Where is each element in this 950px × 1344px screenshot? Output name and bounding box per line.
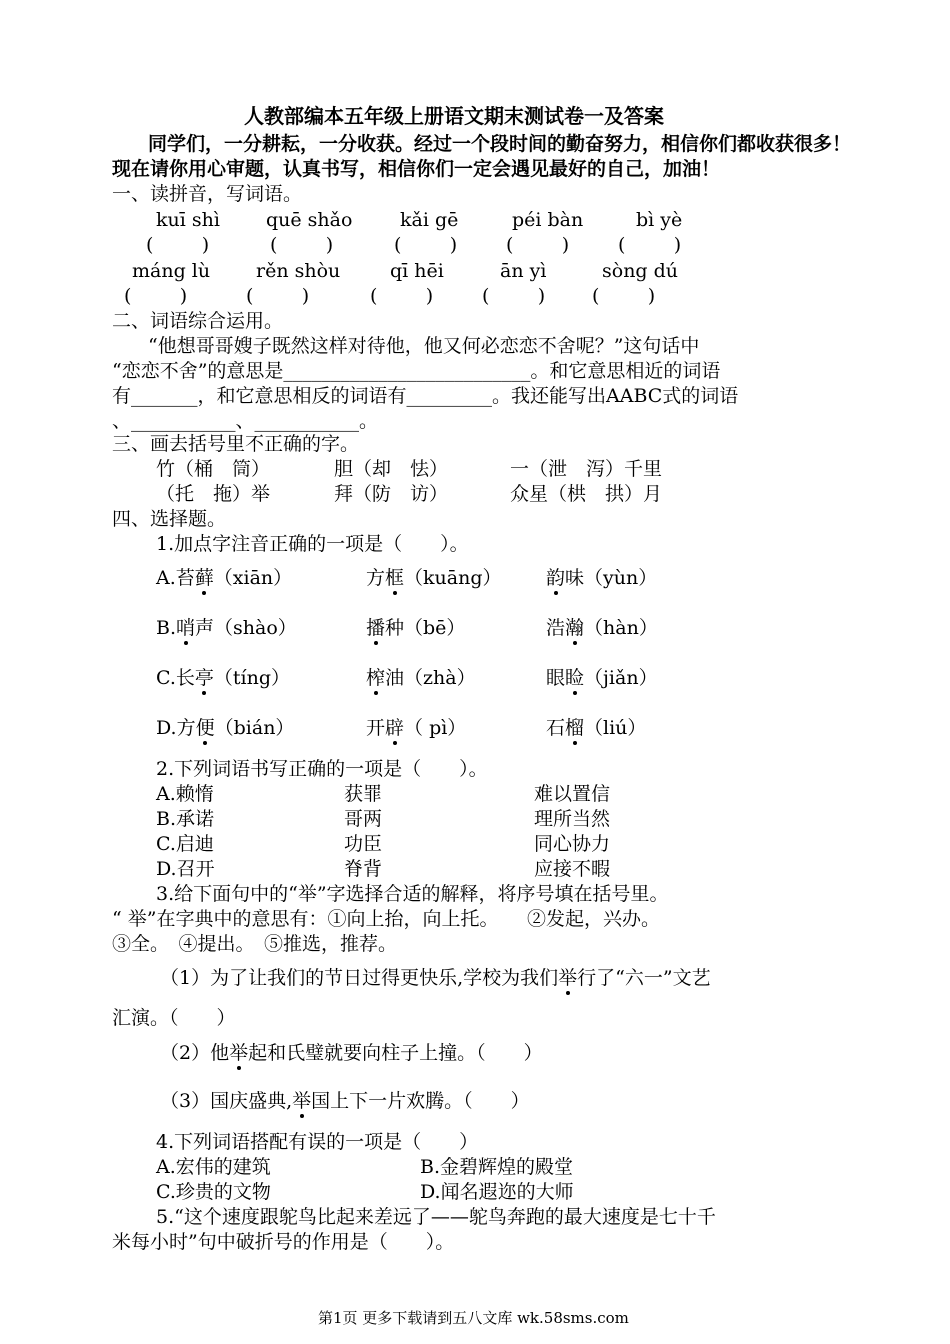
q2-option-d[interactable]: D.召开	[156, 858, 215, 880]
answer-paren[interactable]: ( )	[618, 234, 682, 256]
q1-option[interactable]: 方框（kuāng）	[366, 567, 502, 589]
dotted-char: 睑	[565, 667, 585, 689]
s3-item[interactable]: 竹（桶 筒）	[156, 458, 271, 480]
q2-word: 脊背	[344, 858, 383, 880]
pinyin-3: kǎi gē	[400, 209, 459, 231]
pinyin-5: bì yè	[636, 209, 683, 231]
q4-option-b[interactable]: B.金碧辉煌的殿堂	[420, 1156, 574, 1178]
page-title: 人教部编本五年级上册语文期末测试卷一及答案	[244, 104, 664, 128]
q1-option[interactable]: 榨油（zhà）	[366, 667, 476, 689]
q1-option[interactable]: C.长亭（tíng）	[156, 667, 291, 689]
dotted-char: 框	[385, 567, 405, 589]
q4-option-c[interactable]: C.珍贵的文物	[156, 1181, 271, 1203]
q3-stem: 3.给下面句中的“举”字选择合适的解释，将序号填在括号里。	[156, 883, 669, 905]
answer-paren[interactable]: ( )	[270, 234, 334, 256]
pinyin-4: péi bàn	[512, 209, 584, 231]
dotted-char: 榨	[366, 667, 386, 689]
q2-word: 应接不暇	[534, 858, 611, 880]
pinyin-9: ān yì	[500, 260, 547, 282]
q1-option[interactable]: 浩瀚（hàn）	[546, 617, 658, 639]
q2-word: 哥两	[344, 808, 383, 830]
pinyin-6: máng lù	[132, 260, 211, 282]
dotted-char: 举	[292, 1090, 312, 1112]
q3-sentence-3[interactable]: （3）国庆盛典,举国上下一片欢腾。（ ）	[160, 1090, 530, 1112]
s3-item[interactable]: 一（泄 泻）千里	[510, 458, 663, 480]
s3-item[interactable]: （托 拖）举	[156, 483, 271, 505]
q1-option[interactable]: 石榴（liú）	[546, 717, 647, 739]
dotted-char: 哨	[176, 617, 196, 639]
q1-option[interactable]: 韵味（yùn）	[546, 567, 658, 589]
dotted-char: 举	[558, 967, 578, 989]
q1-option[interactable]: 开辟（ pì）	[366, 717, 467, 739]
dotted-char: 瀚	[565, 617, 585, 639]
answer-paren[interactable]: ( )	[146, 234, 210, 256]
dotted-char: 藓	[194, 567, 214, 589]
q1-stem: 1.加点字注音正确的一项是（ ）。	[156, 533, 469, 555]
answer-paren[interactable]: ( )	[482, 285, 546, 307]
dotted-char: 亭	[194, 667, 214, 689]
intro-line-1: 同学们，一分耕耘，一分收获。经过一个段时间的勤奋努力，相信你们都收获很多！	[148, 133, 852, 155]
q2-option-b[interactable]: B.承诺	[156, 808, 215, 830]
q2-word: 理所当然	[534, 808, 611, 830]
s2-line-2: “恋恋不舍”的意思是__________________________。和它意思相近的词语	[112, 360, 721, 382]
dotted-char: 播	[366, 617, 386, 639]
s3-item[interactable]: 众星（栱 拱）月	[510, 483, 663, 505]
s3-item[interactable]: 拜（防 访）	[334, 483, 449, 505]
pinyin-1: kuī shì	[156, 209, 220, 231]
q1-option[interactable]: B.哨声（shào）	[156, 617, 297, 639]
pinyin-10: sòng dú	[602, 260, 679, 282]
pinyin-8: qī hēi	[390, 260, 444, 282]
dotted-char: 榴	[565, 717, 585, 739]
q5-line-1: 5.“这个速度跟鸵鸟比起来差远了——鸵鸟奔跑的最大速度是七十千	[156, 1206, 716, 1228]
q2-stem: 2.下列词语书写正确的一项是（ ）。	[156, 758, 488, 780]
section-3-heading: 三、画去括号里不正确的字。	[112, 433, 360, 455]
q3-sentence-2[interactable]: （2）他举起和氏璧就要向柱子上撞。（ ）	[160, 1042, 543, 1064]
q1-option[interactable]: D.方便（bián）	[156, 717, 295, 739]
page-footer: 第1页 更多下载请到五八文库 wk.58sms.com	[318, 1309, 629, 1327]
answer-paren[interactable]: ( )	[246, 285, 310, 307]
q1-option[interactable]: 眼睑（jiǎn）	[546, 667, 658, 689]
section-2-heading: 二、词语综合运用。	[112, 310, 284, 332]
dotted-char: 辟	[385, 717, 405, 739]
section-1-heading: 一、读拼音，写词语。	[112, 183, 303, 205]
dotted-char: 举	[229, 1042, 249, 1064]
answer-paren[interactable]: ( )	[394, 234, 458, 256]
q3-meanings-1: “ 举”在字典中的意思有：①向上抬，向上托。 ②发起，兴办。	[112, 908, 660, 930]
answer-paren[interactable]: ( )	[370, 285, 434, 307]
q2-option-a[interactable]: A.赖惰	[156, 783, 214, 805]
intro-line-2: 现在请你用心审题，认真书写，相信你们一定会遇见最好的自己，加油！	[112, 158, 721, 180]
s2-line-3: 有_______，和它意思相反的词语有_________。我还能写出AABC式的词语	[112, 385, 739, 407]
answer-paren[interactable]: ( )	[124, 285, 188, 307]
q2-word: 同心协力	[534, 833, 611, 855]
answer-paren[interactable]: ( )	[592, 285, 656, 307]
q3-meanings-2: ③全。 ④提出。 ⑤推选，推荐。	[112, 933, 398, 955]
s2-line-1: “他想哥哥嫂子既然这样对待他，他又何必恋恋不舍呢？”这句话中	[148, 335, 700, 357]
q1-option[interactable]: 播种（bē）	[366, 617, 466, 639]
q2-word: 获罪	[344, 783, 383, 805]
q2-word: 功臣	[344, 833, 383, 855]
pinyin-7: rěn shòu	[256, 260, 341, 282]
q3-sentence-1-cont[interactable]: 汇演。（ ）	[112, 1007, 236, 1029]
q4-stem: 4.下列词语搭配有误的一项是（ ）	[156, 1131, 479, 1153]
q5-line-2: 米每小时”句中破折号的作用是（ ）。	[112, 1231, 455, 1253]
q1-option[interactable]: A.苔藓（xiān）	[156, 567, 293, 589]
s2-line-4: 、___________、___________。	[112, 410, 379, 432]
dotted-char: 韵	[546, 567, 566, 589]
q2-option-c[interactable]: C.启迪	[156, 833, 214, 855]
q3-sentence-1: （1）为了让我们的节日过得更快乐,学校为我们举行了“六一”文艺	[160, 967, 711, 989]
section-4-heading: 四、选择题。	[112, 508, 227, 530]
dotted-char: 便	[195, 717, 215, 739]
pinyin-2: quē shǎo	[266, 209, 353, 231]
q2-word: 难以置信	[534, 783, 611, 805]
q4-option-a[interactable]: A.宏伟的建筑	[156, 1156, 271, 1178]
q4-option-d[interactable]: D.闻名遐迩的大师	[420, 1181, 574, 1203]
s3-item[interactable]: 胆（却 怯）	[334, 458, 449, 480]
answer-paren[interactable]: ( )	[506, 234, 570, 256]
